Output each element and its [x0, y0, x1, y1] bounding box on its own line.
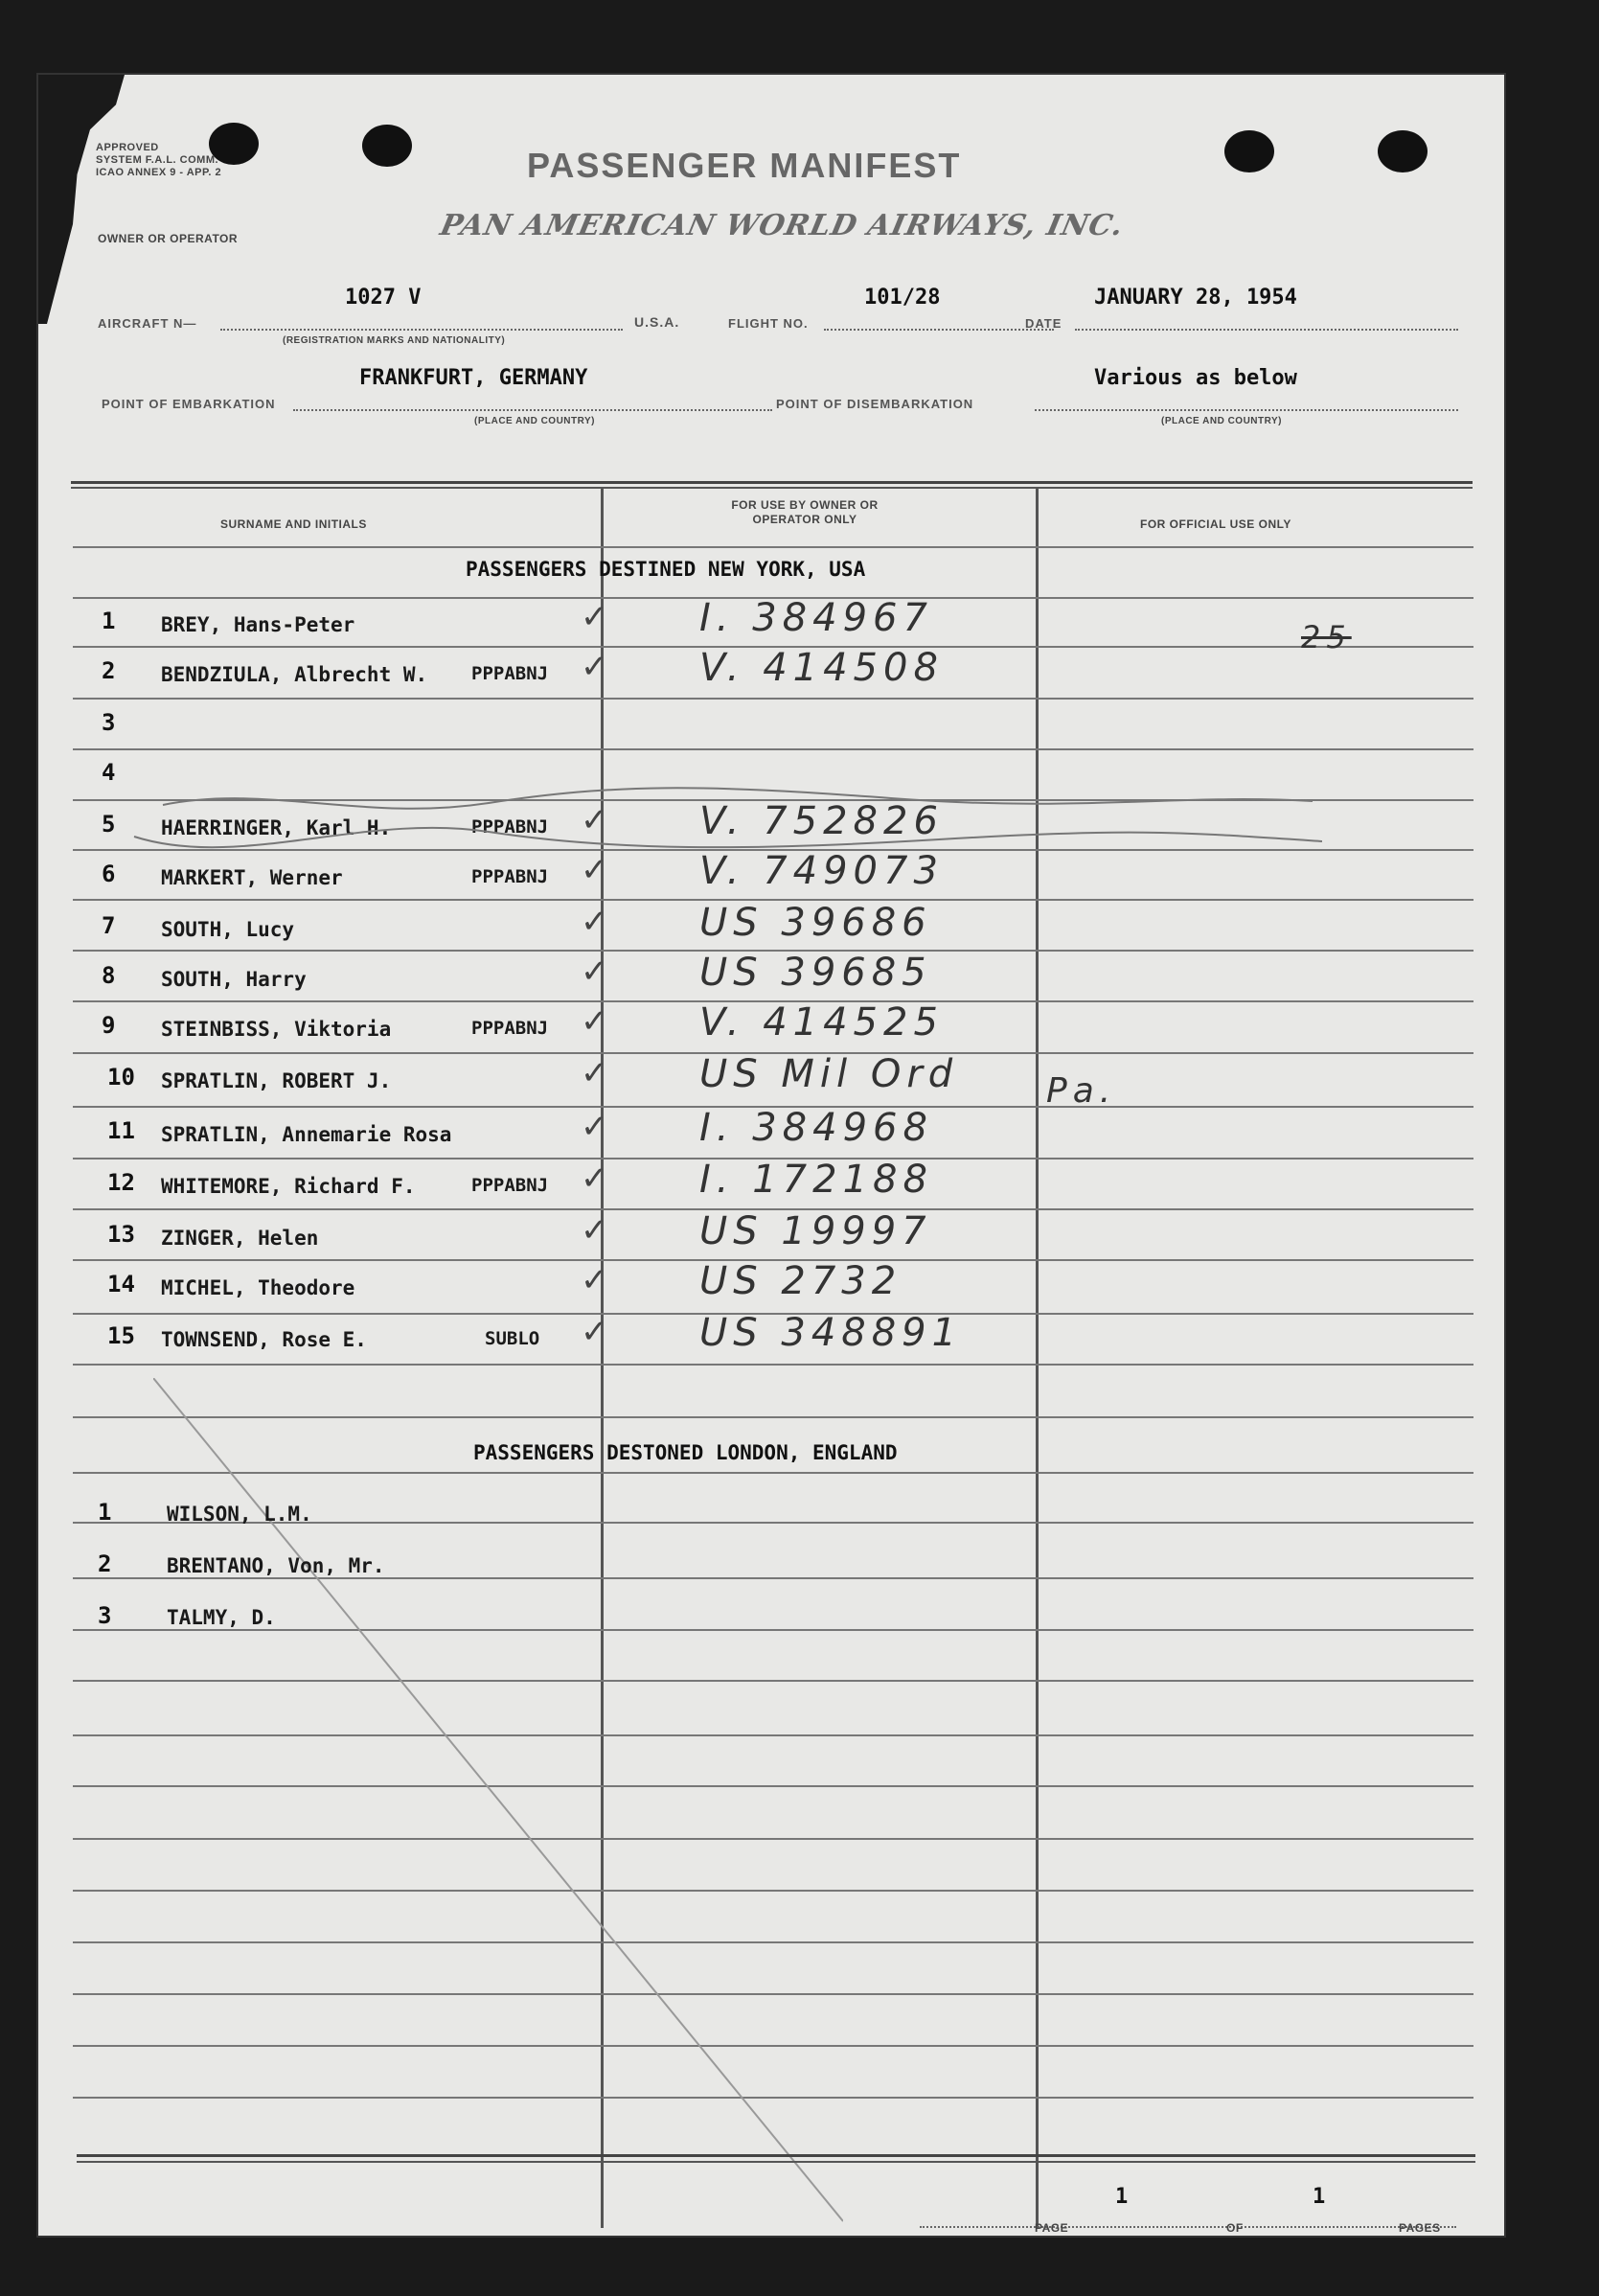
- document-number: V. 752826: [699, 799, 944, 843]
- row-rule: [73, 1364, 1473, 1366]
- torn-corner: [38, 75, 125, 324]
- disembarkation-value: Various as below: [1094, 366, 1297, 390]
- passenger-name: WHITEMORE, Richard F.: [161, 1175, 416, 1198]
- row-number: 1: [102, 608, 116, 634]
- check-mark-icon: ✓: [581, 1211, 608, 1250]
- row-number: 2: [102, 657, 116, 684]
- of-label: OF: [1226, 2221, 1244, 2235]
- passenger-name: BREY, Hans-Peter: [161, 613, 355, 636]
- check-mark-icon: ✓: [581, 953, 608, 991]
- check-mark-icon: ✓: [581, 1261, 608, 1299]
- check-mark-icon: ✓: [581, 648, 608, 686]
- passenger-name: ZINGER, Helen: [161, 1227, 319, 1250]
- disembarkation-place-label: (PLACE AND COUNTRY): [1161, 416, 1282, 426]
- date-value: JANUARY 28, 1954: [1094, 286, 1297, 310]
- row-number: 4: [102, 759, 116, 786]
- embarkation-label: POINT OF EMBARKATION: [102, 397, 276, 411]
- row-number: 8: [102, 962, 116, 989]
- passenger-name: SPRATLIN, ROBERT J.: [161, 1069, 392, 1092]
- registration-label: (REGISTRATION MARKS AND NATIONALITY): [283, 335, 506, 346]
- table-top-border: [71, 487, 1473, 489]
- page-total: 1: [1313, 2185, 1326, 2209]
- punch-hole: [362, 125, 412, 167]
- check-mark-icon: ✓: [581, 598, 608, 636]
- passenger-name: SOUTH, Lucy: [161, 918, 295, 941]
- table-row: [38, 1209, 1504, 1261]
- check-mark-icon: ✓: [581, 1054, 608, 1092]
- document-number: I. 384967: [699, 596, 933, 640]
- passenger-name: TOWNSEND, Rose E.: [161, 1328, 367, 1351]
- check-mark-icon: ✓: [581, 903, 608, 941]
- row-number: 2: [98, 1550, 112, 1577]
- strikeout-lines: [125, 784, 1322, 870]
- table-row: [38, 901, 1504, 953]
- table-row: [38, 1052, 1504, 1104]
- section-heading-london: PASSENGERS DESTONED LONDON, ENGLAND: [473, 1441, 898, 1464]
- check-mark-icon: ✓: [581, 1313, 608, 1351]
- company-name: PAN AMERICAN WORLD AIRWAYS, INC.: [437, 209, 1128, 242]
- passenger-code: PPPABNJ: [471, 1018, 549, 1039]
- check-mark-icon: ✓: [581, 851, 608, 889]
- table-row: [38, 1000, 1504, 1052]
- approval-line: SYSTEM F.A.L. COMM.: [96, 154, 219, 166]
- document-number: US 348891: [699, 1311, 963, 1355]
- approval-stamp: [96, 142, 221, 179]
- document-number: V. 414508: [699, 646, 944, 690]
- passenger-name: SOUTH, Harry: [161, 968, 307, 991]
- document-number: I. 384968: [699, 1106, 933, 1150]
- page-label: PAGE: [1035, 2221, 1069, 2235]
- passenger-code: PPPABNJ: [471, 866, 549, 887]
- check-mark-icon: ✓: [581, 1159, 608, 1198]
- row-number: 1: [98, 1499, 112, 1526]
- row-number: 13: [107, 1221, 135, 1248]
- passenger-name: STEINBISS, Viktoria: [161, 1018, 392, 1041]
- check-mark-icon: ✓: [581, 1108, 608, 1146]
- official-note: Pa.: [1046, 1071, 1117, 1111]
- disembarkation-label: POINT OF DISEMBARKATION: [776, 397, 974, 411]
- table-row: [38, 1491, 1504, 1539]
- passenger-name: HAERRINGER, Karl H.: [161, 816, 392, 839]
- passenger-name: TALMY, D.: [167, 1606, 276, 1629]
- passenger-name: BRENTANO, Von, Mr.: [167, 1554, 385, 1577]
- table-row: [38, 646, 1504, 698]
- passenger-code: PPPABNJ: [471, 816, 549, 838]
- embarkation-place-label: (PLACE AND COUNTRY): [474, 416, 595, 426]
- aircraft-label: AIRCRAFT N—: [98, 316, 197, 331]
- row-number: 14: [107, 1271, 135, 1297]
- passenger-name: BENDZIULA, Albrecht W.: [161, 663, 428, 686]
- aircraft-value: 1027 V: [345, 286, 422, 310]
- passenger-name: SPRATLIN, Annemarie Rosa: [161, 1123, 452, 1146]
- col-header-surname: SURNAME AND INITIALS: [220, 517, 367, 531]
- page-number: 1: [1115, 2185, 1129, 2209]
- table-bottom-border: [77, 2154, 1475, 2157]
- document-number: US 39685: [699, 951, 932, 995]
- owner-label: OWNER OR OPERATOR: [98, 232, 239, 245]
- document-number: US 39686: [699, 901, 932, 945]
- table-top-border: [71, 481, 1473, 484]
- row-number: 3: [98, 1602, 112, 1629]
- table-row: [38, 701, 1504, 749]
- manifest-sheet: [38, 75, 1504, 2236]
- row-number: 5: [102, 811, 116, 838]
- check-mark-icon: ✓: [581, 801, 608, 839]
- date-label: DATE: [1025, 316, 1062, 331]
- document-number: V. 749073: [699, 849, 944, 893]
- row-number: 3: [102, 709, 116, 736]
- document-number: US 19997: [699, 1209, 932, 1253]
- usa-label: U.S.A.: [634, 314, 680, 330]
- row-number: 11: [107, 1117, 135, 1144]
- flight-value: 101/28: [864, 286, 941, 310]
- official-mark: 25: [1301, 619, 1352, 655]
- table-row: [38, 596, 1504, 648]
- check-mark-icon: ✓: [581, 1002, 608, 1041]
- table-row: [38, 1595, 1504, 1642]
- punch-hole: [1224, 130, 1274, 172]
- table-row: [38, 1106, 1504, 1158]
- table-row: [38, 1259, 1504, 1311]
- passenger-code: PPPABNJ: [471, 1175, 549, 1196]
- approval-line: APPROVED: [96, 142, 159, 153]
- page-title: PASSENGER MANIFEST: [527, 146, 962, 185]
- row-number: 15: [107, 1322, 135, 1349]
- row-number: 6: [102, 861, 116, 887]
- section-heading-new-york: PASSENGERS DESTINED NEW YORK, USA: [466, 558, 866, 581]
- document-number: US Mil Ord: [699, 1052, 959, 1096]
- row-number: 7: [102, 912, 116, 939]
- passenger-name: MICHEL, Theodore: [161, 1276, 355, 1299]
- row-number: 9: [102, 1012, 116, 1039]
- passenger-code: PPPABNJ: [471, 663, 549, 684]
- document-number: I. 172188: [699, 1158, 933, 1202]
- document-number: US 2732: [699, 1259, 902, 1303]
- approval-line: ICAO ANNEX 9 - APP. 2: [96, 167, 222, 178]
- table-row: [38, 951, 1504, 1002]
- table-row: [38, 1311, 1504, 1363]
- row-rule: [73, 698, 1473, 700]
- col-header-official: FOR OFFICIAL USE ONLY: [1140, 517, 1291, 531]
- row-rule: [73, 546, 1473, 548]
- document-number: V. 414525: [699, 1000, 944, 1045]
- row-number: 12: [107, 1169, 135, 1196]
- col-header-owner: FOR USE BY OWNER OR OPERATOR ONLY: [731, 498, 879, 526]
- embarkation-value: FRANKFURT, GERMANY: [359, 366, 588, 390]
- row-number: 10: [107, 1064, 135, 1091]
- table-bottom-border: [77, 2161, 1475, 2163]
- passenger-name: MARKERT, Werner: [161, 866, 343, 889]
- flight-label: FLIGHT NO.: [728, 316, 809, 331]
- punch-hole: [1378, 130, 1428, 172]
- table-row: [38, 1543, 1504, 1591]
- passenger-code: SUBLO: [485, 1328, 540, 1349]
- table-row: [38, 1158, 1504, 1209]
- pages-label: PAGES: [1399, 2221, 1441, 2235]
- passenger-name: WILSON, L.M.: [167, 1503, 312, 1526]
